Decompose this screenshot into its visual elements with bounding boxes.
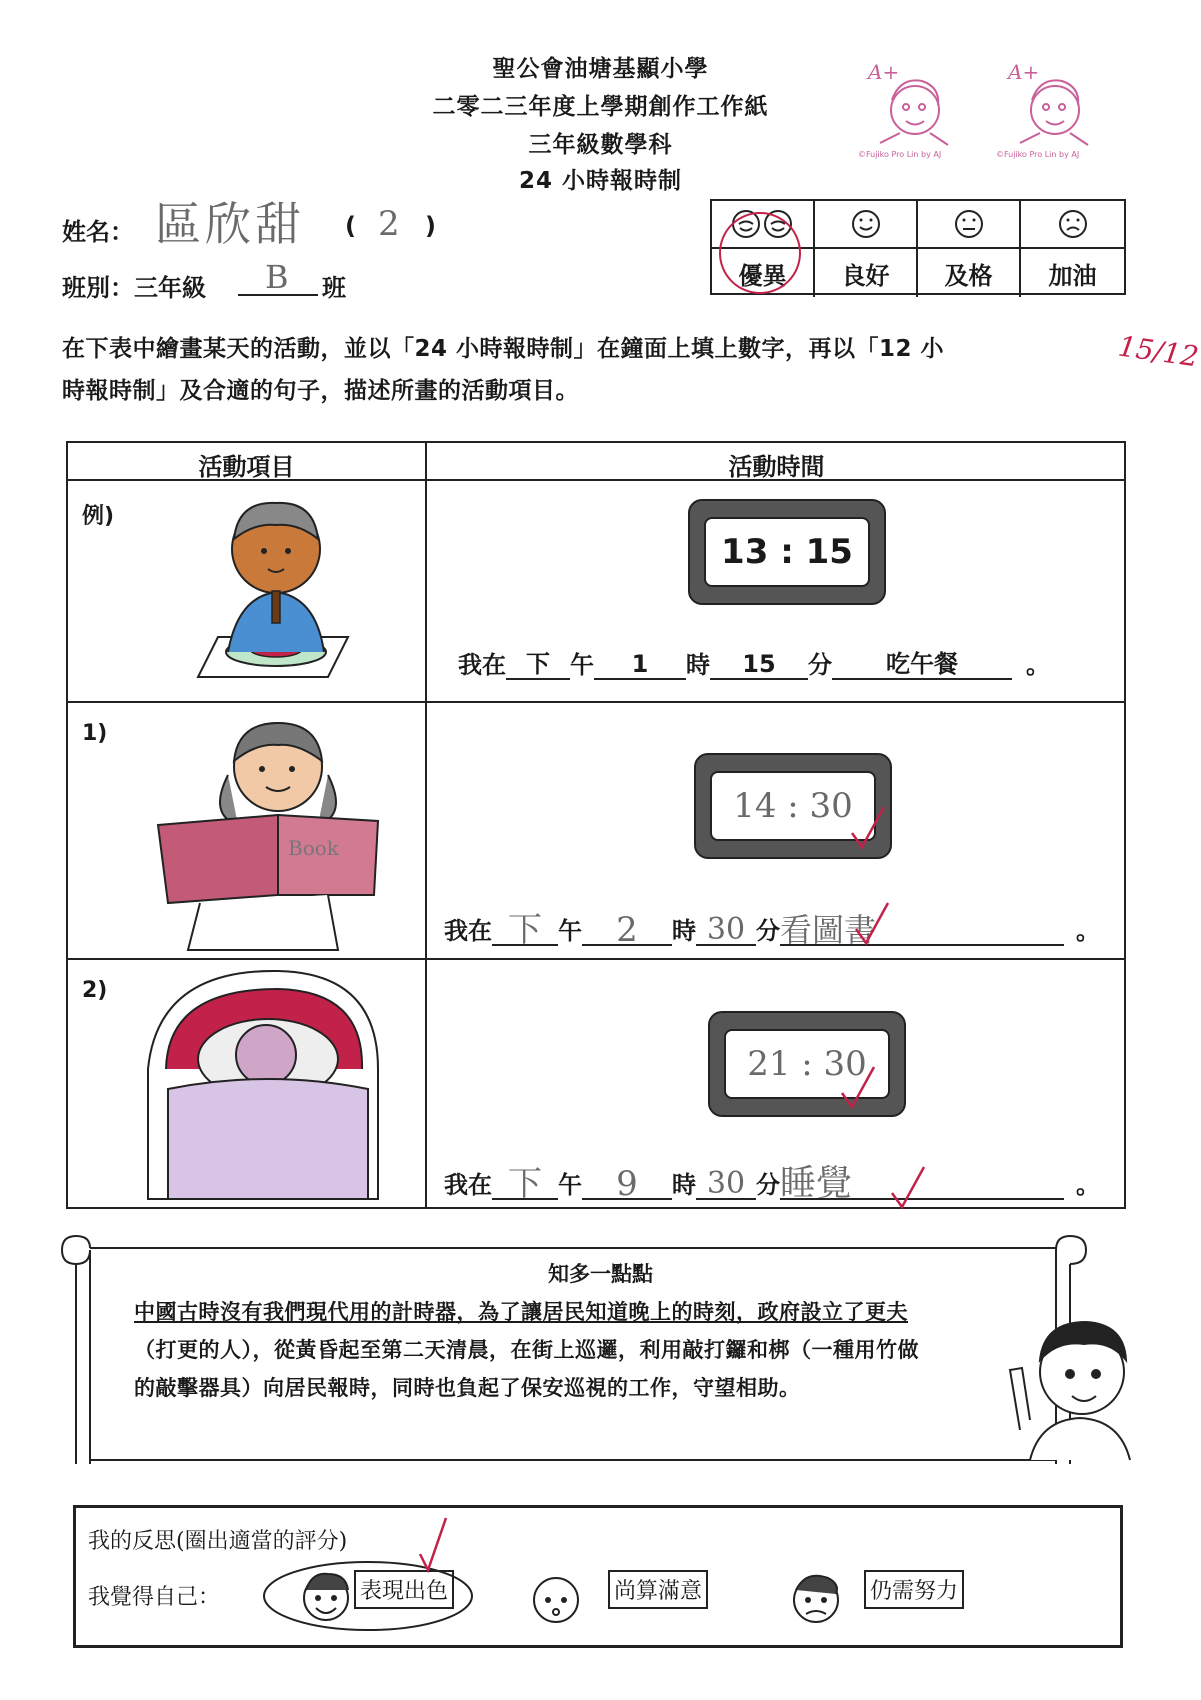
book-title-text: Book [288,836,339,860]
reflection-box [73,1505,1123,1648]
term-title: 二零二三年度上學期創作工作紙 [432,94,769,120]
smile-icon [851,209,881,239]
pointing-boy-icon [1000,1300,1150,1470]
row-label-example: 例) [82,504,115,529]
class-value: B [265,258,289,296]
fact-line-2: （打更的人），從黃昏起至第二天清晨，在街上巡邏，利用敲打鑼和梆（一種用竹做 [134,1338,919,1362]
a-plus-stamp-icon [1000,55,1100,155]
class-label: 班別：三年級 [62,274,206,302]
check-mark-icon [416,1514,456,1574]
row-label-1: 1) [82,721,108,746]
option-excellent[interactable]: 表現出色 [354,1570,454,1609]
girl-reading-drawing [138,705,398,955]
score-mark: 15/12 [1116,329,1201,374]
number-close: ) [425,212,436,240]
instruction-line-1: 在下表中繪畫某天的活動，並以「24 小時報時制」在鐘面上填上數字，再以「12 小 [62,336,945,362]
activity-table [66,441,1126,1209]
stamp-caption-right: ©Fujiko Pro Lin by AJ [996,150,1080,159]
stamp-mark-left: A+ [868,60,900,84]
grade-pass: 及格 [918,249,1021,297]
check-mark-icon [838,1063,878,1113]
number-open: ( [345,212,356,240]
row-label-2: 2) [82,978,108,1003]
fact-title: 知多一點點 [548,1262,653,1286]
grade-pass-face [918,201,1021,249]
school-name: 聖公會油塘基顯小學 [492,56,709,82]
subject-title: 三年級數學科 [528,132,673,158]
stamp-caption-left: ©Fujiko Pro Lin by AJ [858,150,942,159]
needs-effort-face-icon [782,1566,852,1632]
clock-display: 21 : 30 [724,1029,890,1099]
sentence-1: 我在 下 午 2 時 30 分看圖書 。 [444,910,1100,950]
grade-tryharder-face [1021,201,1124,249]
digital-clock-example [688,499,886,605]
neutral-face-icon [954,209,984,239]
name-value: 區欣甜 [155,197,305,251]
col-activity-header: 活動項目 [198,453,295,481]
check-mark-icon [848,803,888,853]
grade-good: 良好 [815,249,918,297]
reflection-title: 我的反思(圈出適當的評分) [88,1529,348,1554]
grade-good-face [815,201,918,249]
topic-title: 24 小時報時制 [518,168,682,194]
class-suffix: 班 [322,274,346,302]
fact-line-1: 中國古時沒有我們現代用的計時器，為了讓居民知道晚上的時刻，政府設立了更夫 [134,1300,908,1324]
instruction-line-2: 時報時制」及合適的句子，描述所畫的活動項目。 [62,378,579,404]
check-mark-icon [852,899,892,949]
child-sleeping-drawing [128,959,398,1209]
boy-eating-drawing [188,487,368,687]
stamp-mark-right: A+ [1008,60,1040,84]
name-label: 姓名： [62,218,134,246]
fact-line-3: 的敲擊器具）向居民報時，同時也負起了保安巡視的工作，守望相助。 [134,1376,801,1400]
check-mark-icon [888,1163,928,1213]
a-plus-stamp-icon [860,55,960,155]
grade-tryharder: 加油 [1048,261,1097,290]
sentence-2: 我在 下 午 9 時 30 分睡覺 。 [444,1163,1100,1204]
option-satisfied[interactable]: 尚算滿意 [608,1570,708,1609]
clock-display: 13 : 15 [704,517,870,587]
option-needs-effort[interactable]: 仍需努力 [864,1570,964,1609]
col-time-header: 活動時間 [728,453,825,481]
sentence-example: 我在 下 午 1 時 15 分 吃午餐 。 [458,650,1050,679]
clock-display: 14 : 30 [710,771,876,841]
satisfied-face-icon [526,1568,590,1634]
grade-excellent: 優異 [712,249,815,297]
number-value: 2 [378,204,400,244]
reflection-prompt: 我覺得自己： [88,1585,221,1610]
teacher-circle-mark [712,205,808,297]
sad-face-icon [1058,209,1088,239]
